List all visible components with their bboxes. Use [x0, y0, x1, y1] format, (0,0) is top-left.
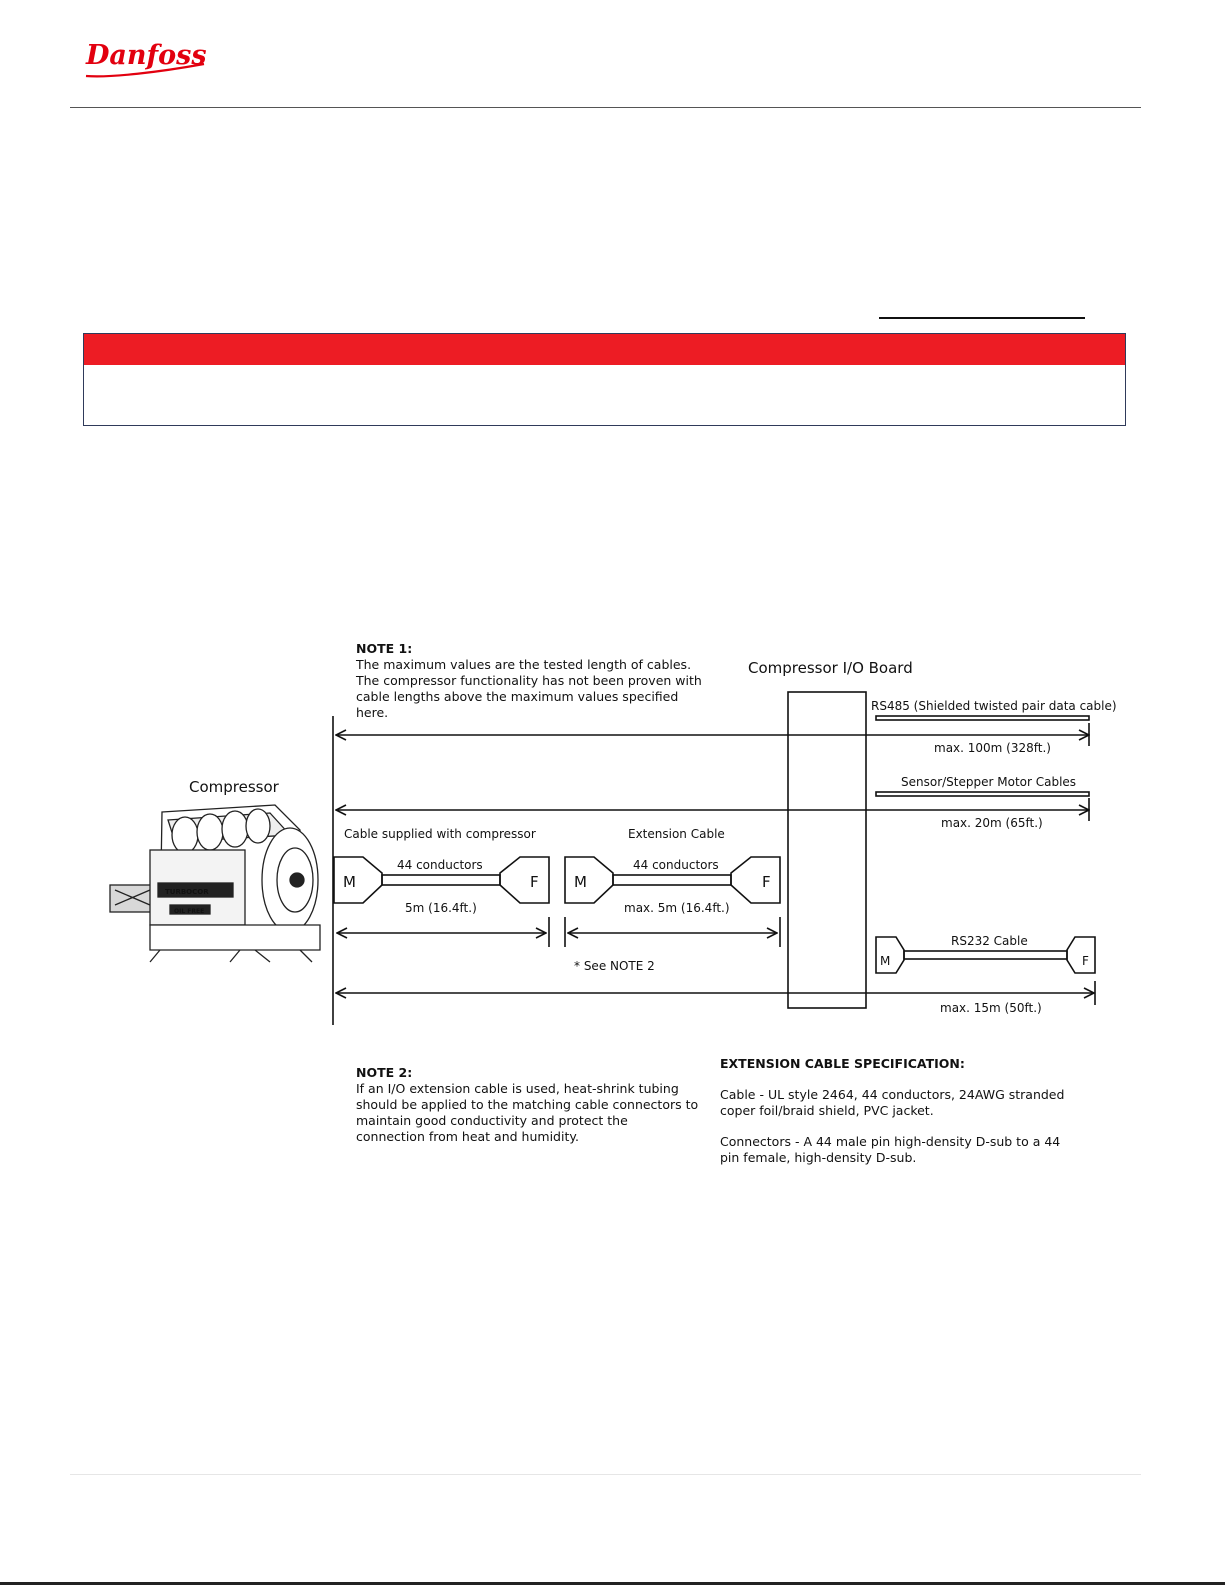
- extension-length-label: max. 5m (16.4ft.): [624, 901, 730, 915]
- supplied-male-label: M: [343, 873, 356, 891]
- rs232-female-label: F: [1082, 954, 1089, 968]
- compressor-illustration: [110, 805, 320, 962]
- note2-line: should be applied to the matching cable connectors to: [356, 1097, 699, 1112]
- supplied-female-label: F: [530, 873, 539, 891]
- extension-male-connector: [565, 857, 613, 903]
- rs232-max-label: max. 15m (50ft.): [940, 1001, 1042, 1015]
- rs485-max-label: max. 100m (328ft.): [934, 741, 1051, 755]
- svg-text:OIL FREE: OIL FREE: [174, 908, 205, 915]
- svg-text:Danfoss: Danfoss: [86, 40, 207, 71]
- spec-connector-line: pin female, high-density D-sub.: [720, 1150, 917, 1165]
- extension-cable-body: [613, 875, 731, 885]
- supplied-cable-label: Cable supplied with compressor: [344, 827, 536, 841]
- extension-female-label: F: [762, 873, 771, 891]
- rs232-cable-body: [904, 951, 1067, 959]
- spec-heading: EXTENSION CABLE SPECIFICATION:: [720, 1056, 965, 1071]
- extension-female-connector: [731, 857, 780, 903]
- note1-line: The maximum values are the tested length of cables.: [356, 657, 692, 672]
- rs485-label: RS485 (Shielded twisted pair data cable): [871, 699, 1117, 713]
- extension-male-label: M: [574, 873, 587, 891]
- see-note2-label: * See NOTE 2: [574, 959, 655, 973]
- sensor-cable-bar: [876, 792, 1089, 796]
- rs232-label: RS232 Cable: [951, 934, 1028, 948]
- io-board-label: Compressor I/O Board: [748, 659, 913, 677]
- supplied-female-connector: [500, 857, 549, 903]
- rs232-male-label: M: [880, 954, 891, 968]
- supplied-conductors-label: 44 conductors: [397, 858, 483, 872]
- note2-heading: NOTE 2:: [356, 1065, 413, 1080]
- supplied-male-connector: [334, 857, 382, 903]
- compressor-label: Compressor: [189, 778, 279, 796]
- supplied-cable-body: [382, 875, 500, 885]
- note2-line: connection from heat and humidity.: [356, 1129, 579, 1144]
- extension-cable-label: Extension Cable: [628, 827, 725, 841]
- note2-line: maintain good conductivity and protect the: [356, 1113, 628, 1128]
- footer-divider: [70, 1474, 1141, 1475]
- spec-cable-line: coper foil/braid shield, PVC jacket.: [720, 1103, 934, 1118]
- supplied-length-label: 5m (16.4ft.): [405, 901, 477, 915]
- note1: [356, 641, 702, 721]
- spec-cable-line: Cable - UL style 2464, 44 conductors, 24AWG stranded: [720, 1087, 1065, 1102]
- note1-line: The compressor functionality has not been proven with: [356, 673, 702, 688]
- note1-line: cable lengths above the maximum values specified: [356, 689, 679, 704]
- svg-text:TURBOCOR: TURBOCOR: [165, 888, 209, 896]
- note1-heading: NOTE 1:: [356, 641, 413, 656]
- extension-cable-spec: [720, 1056, 1064, 1166]
- io-board-rect: [788, 692, 866, 1008]
- extension-conductors-label: 44 conductors: [633, 858, 719, 872]
- note2-line: If an I/O extension cable is used, heat-shrink tubing: [356, 1081, 679, 1096]
- sensor-label: Sensor/Stepper Motor Cables: [901, 775, 1077, 789]
- sensor-max-label: max. 20m (65ft.): [941, 816, 1043, 830]
- rs485-cable-bar: [876, 716, 1089, 720]
- note2: [356, 1065, 698, 1145]
- rs232-female-connector: [1067, 937, 1095, 973]
- note1-line: here.: [356, 705, 389, 720]
- spec-connector-line: Connectors - A 44 male pin high-density D-sub to a 44: [720, 1134, 1061, 1149]
